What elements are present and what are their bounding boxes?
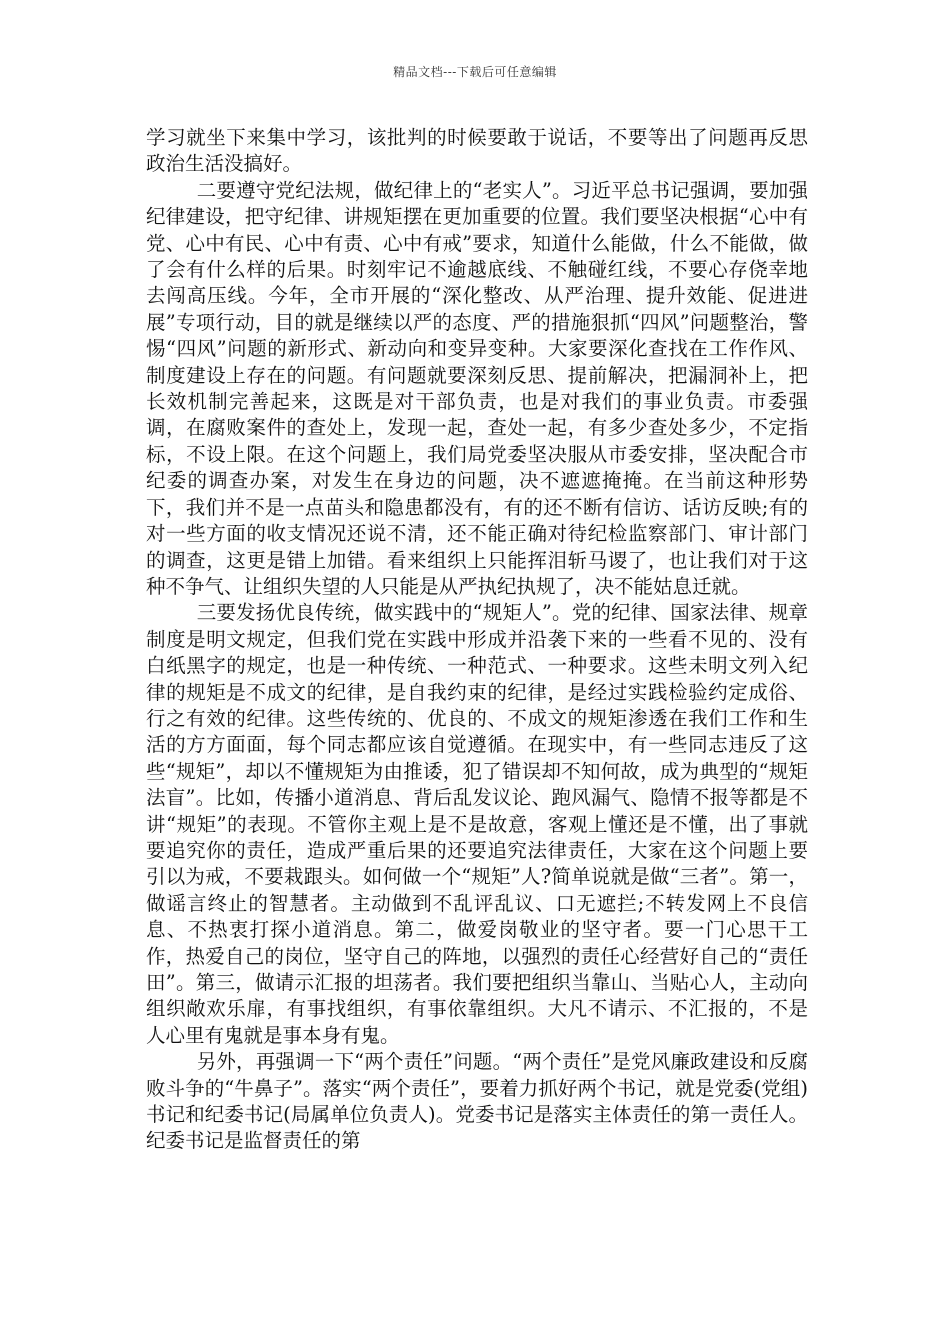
paragraph-discipline: 二要遵守党纪法规，做纪律上的“老实人”。习近平总书记强调，要加强纪律建设，把守纪律、讲规矩摆在更加重要的位置。我们要坚决根据“心中有党、心中有民、心中有责、心中有戒”要求，知道什么能做，什么不能做，做了会有什么样的后果。时刻牢记不逾越底线、不触碰红线，不要心存侥幸地去闯高压线。今年，全市开展的“深化整改、从严治理、提升效能、促进进展”专项行动，目的就是继续以严的态度、严的措施狠抓“四风”问题整治，警惕“四风”问题的新形式、新动向和变异变种。大家要深化查找在工作作风、制度建设上存在的问题。有问题就要深刻反思、提前解决，把漏洞补上，把长效机制完善起来，这既是对干部负责，也是对我们的事业负责。市委强调，在腐败案件的查处上，发现一起，查处一起，有多少查处多少，不定指标，不设上限。在这个问题上，我们局党委坚决服从市委安排，坚决配合市纪委的调查办案，对发生在身边的问题，决不遮遮掩掩。在当前这种形势下，我们并不是一点苗头和隐患都没有，有的还不断有信访、话访反映;有的对一些方面的收支情况还说不清，还不能正确对待纪检监察部门、审计部门的调查，这更是错上加错。看来组织上只能挥泪斩马谡了，也让我们对于这种不争气、让组织失望的人只能是从严执纪执规了，决不能姑息迁就。 bbox=[146, 178, 808, 598]
paragraph-continuation: 学习就坐下来集中学习，该批判的时候要敢于说话，不要等出了问题再反思政治生活没搞好。 bbox=[146, 126, 808, 176]
paragraph-two-responsibilities: 另外，再强调一下“两个责任”问题。“两个责任”是党风廉政建设和反腐败斗争的“牛鼻子”。落实“两个责任”，要着力抓好两个书记，就是党委(党组)书记和纪委书记(局属单位负责人)。党委书记是落实主体责任的第一责任人。纪委书记是监督责任的第 bbox=[146, 1050, 808, 1153]
document-body bbox=[146, 125, 808, 1155]
page-header-note: 精品文档---下载后可任意编辑 bbox=[393, 65, 557, 79]
paragraph-rules: 三要发扬优良传统，做实践中的“规矩人”。党的纪律、国家法律、规章制度是明文规定，但我们党在实践中形成并沿袭下来的一些看不见的、没有白纸黑字的规定，也是一种传统、一种范式、一种要求。这些未明文列入纪律的规矩是不成文的纪律，是自我约束的纪律，是经过实践检验约定成俗、行之有效的纪律。这些传统的、优良的、不成文的规矩渗透在我们工作和生活的方方面面，每个同志都应该自觉遵循。在现实中，有一些同志违反了这些“规矩”，却以不懂规矩为由推诿，犯了错误却不知何故，成为典型的“规矩法盲”。比如，传播小道消息、背后乱发议论、跑风漏气、隐情不报等都是不讲“规矩”的表现。不管你主观上是不是故意，客观上懂还是不懂，出了事就要追究你的责任，造成严重后果的还要追究法律责任，大家在这个问题上要引以为戒，不要栽跟头。如何做一个“规矩”人?简单说就是做“三者”。第一，做谣言终止的智慧者。主动做到不乱评乱议、口无遮拦;不转发网上不良信息、不热衷打探小道消息。第二，做爱岗敬业的坚守者。要一门心思干工作，热爱自己的岗位，坚守自己的阵地，以强烈的责任心经营好自己的“责任田”。第三，做请示汇报的坦荡者。我们要把组织当靠山、当贴心人，主动向组织敞欢乐扉，有事找组织，有事依靠组织。大凡不请示、不汇报的，不是人心里有鬼就是事本身有鬼。 bbox=[146, 601, 808, 1047]
